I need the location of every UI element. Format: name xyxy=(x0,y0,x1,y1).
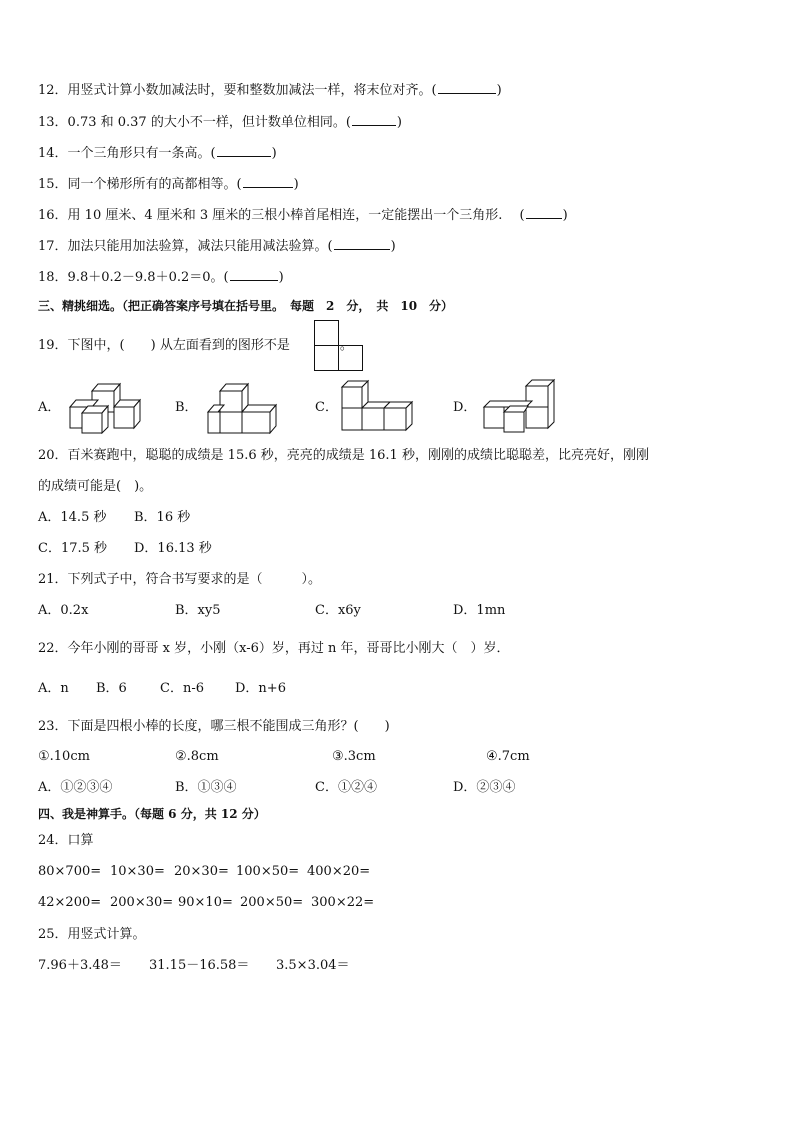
section-3-heading: 三、精挑细选。（把正确答案序号填在括号里。 每题 2 分， 共 10 分） xyxy=(38,299,454,313)
mental-math-item: 20×30= xyxy=(174,864,229,879)
cube-figure-a[interactable] xyxy=(66,378,142,434)
answer-blank[interactable] xyxy=(334,237,390,250)
stick-3: ③.3cm xyxy=(332,749,376,764)
option-b[interactable]: B．xy5 xyxy=(175,603,221,618)
option-d[interactable]: D．②③④ xyxy=(453,780,516,795)
question-17-text: 17．加法只能用加法验算，减法只能用减法验算。( xyxy=(38,239,333,254)
option-a[interactable]: A．①②③④ xyxy=(38,780,113,795)
period: 。 xyxy=(339,338,353,353)
option-c[interactable]: C．①②④ xyxy=(315,780,377,795)
option-d[interactable]: D．n+6 xyxy=(235,681,286,696)
vertical-calc-item: 7.96＋3.48＝ xyxy=(38,958,122,973)
answer-blank[interactable] xyxy=(438,81,496,94)
question-19 xyxy=(38,336,353,356)
bracket: ) xyxy=(293,177,299,192)
bracket: ) xyxy=(496,83,502,98)
question-17 xyxy=(38,237,396,257)
bracket: ) xyxy=(562,208,568,223)
vertical-calc-item: 31.15－16.58＝ xyxy=(149,958,250,973)
option-b[interactable]: B．6 xyxy=(96,681,127,696)
option-c[interactable]: C．17.5 秒 xyxy=(38,541,108,556)
bracket: ) xyxy=(278,270,284,285)
cube-figure-b[interactable] xyxy=(204,380,280,434)
option-b[interactable]: B．①③④ xyxy=(175,780,237,795)
question-14-text: 14．一个三角形只有一条高。( xyxy=(38,146,216,161)
option-a[interactable]: A．14.5 秒 xyxy=(38,510,107,525)
question-20-line-2: 的成绩可能是( )。 xyxy=(38,479,153,494)
option-a[interactable]: A．0.2x xyxy=(38,603,89,618)
question-20-line-1: 20．百米赛跑中，聪聪的成绩是 15.6 秒，亮亮的成绩是 16.1 秒，刚刚的成绩比聪聪差，比亮亮好，刚刚 xyxy=(38,448,649,463)
left-view-figure xyxy=(314,320,364,372)
question-16-text: 16．用 10 厘米、4 厘米和 3 厘米的三根小棒首尾相连，一定能摆出一个三角形. ( xyxy=(38,208,525,223)
option-d[interactable]: D．16.13 秒 xyxy=(134,541,212,556)
mental-math-item: 200×50= xyxy=(240,895,304,910)
option-c[interactable]: C．x6y xyxy=(315,603,361,618)
mental-math-item: 42×200= xyxy=(38,895,102,910)
question-21: 21．下列式子中，符合书写要求的是（ ）。 xyxy=(38,572,322,587)
bracket: ) xyxy=(271,146,277,161)
question-16 xyxy=(38,206,568,226)
answer-blank[interactable] xyxy=(230,268,278,281)
question-13-text: 13．0.73 和 0.37 的大小不一样，但计数单位相同。( xyxy=(38,115,351,130)
mental-math-item: 90×10= xyxy=(178,895,233,910)
mental-math-item: 400×20= xyxy=(307,864,371,879)
question-24-title: 24．口算 xyxy=(38,833,94,848)
answer-blank[interactable] xyxy=(243,175,293,188)
option-d-label[interactable]: D． xyxy=(453,400,477,415)
bracket: ) xyxy=(390,239,396,254)
question-18-text: 18．9.8＋0.2－9.8＋0.2＝0。( xyxy=(38,270,229,285)
cube-figure-c[interactable] xyxy=(338,378,416,434)
option-a-label[interactable]: A． xyxy=(38,400,61,415)
option-d[interactable]: D．1mn xyxy=(453,603,506,618)
section-4-heading: 四、我是神算手。（每题 6 分，共 12 分） xyxy=(38,807,266,821)
stick-2: ②.8cm xyxy=(175,749,219,764)
option-c-label[interactable]: C． xyxy=(315,400,338,415)
option-c[interactable]: C．n-6 xyxy=(160,681,204,696)
mental-math-item: 200×30= xyxy=(110,895,174,910)
stick-4: ④.7cm xyxy=(486,749,530,764)
cube-figure-d[interactable] xyxy=(480,378,556,434)
question-25-title: 25．用竖式计算。 xyxy=(38,927,146,942)
bracket: ) xyxy=(396,115,402,130)
question-13 xyxy=(38,113,402,133)
option-b[interactable]: B．16 秒 xyxy=(134,510,191,525)
question-15-text: 15．同一个梯形所有的高都相等。( xyxy=(38,177,242,192)
question-19-text: 19．下图中，( ) 从左面看到的图形不是 xyxy=(38,338,290,353)
vertical-calc-item: 3.5×3.04＝ xyxy=(276,958,350,973)
question-22: 22．今年小刚的哥哥 x 岁，小刚（x-6）岁，再过 n 年，哥哥比小刚大（ ）岁． xyxy=(38,641,510,656)
mental-math-item: 300×22= xyxy=(311,895,375,910)
answer-blank[interactable] xyxy=(526,206,562,219)
mental-math-item: 80×700= xyxy=(38,864,102,879)
mental-math-item: 10×30= xyxy=(110,864,165,879)
mental-math-item: 100×50= xyxy=(236,864,300,879)
question-15 xyxy=(38,175,299,195)
question-18 xyxy=(38,268,284,288)
answer-blank[interactable] xyxy=(352,113,396,126)
option-b-label[interactable]: B． xyxy=(175,400,198,415)
question-12 xyxy=(38,81,502,101)
answer-blank[interactable] xyxy=(217,144,271,157)
question-12-text: 12．用竖式计算小数加减法时，要和整数加减法一样，将末位对齐。( xyxy=(38,83,437,98)
question-23: 23．下面是四根小棒的长度，哪三根不能围成三角形？( ) xyxy=(38,719,390,734)
stick-1: ①.10cm xyxy=(38,749,90,764)
option-a[interactable]: A．n xyxy=(38,681,69,696)
question-14 xyxy=(38,144,277,164)
